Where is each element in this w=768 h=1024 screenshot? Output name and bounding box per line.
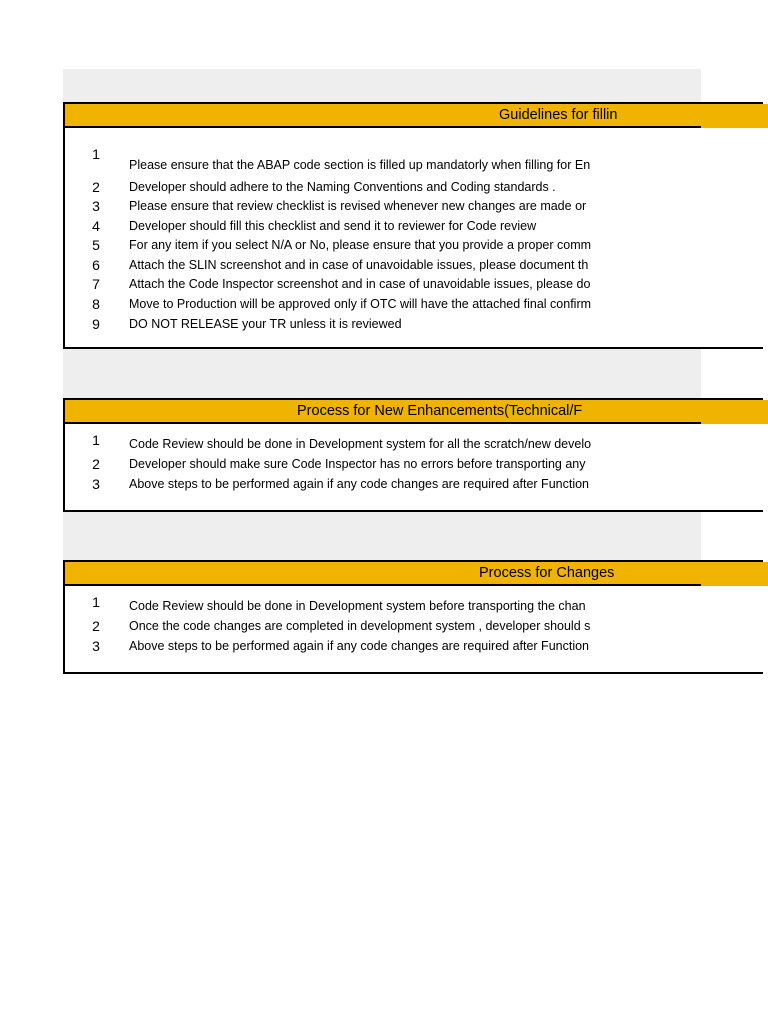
item-text: Code Review should be done in Development system for all the scratch/new develo [129, 437, 592, 451]
item-text: Above steps to be performed again if any code changes are required after Function [129, 639, 590, 653]
guidelines-section [63, 102, 763, 349]
item-text: Developer should make sure Code Inspector has no errors before transporting any [129, 457, 586, 471]
item-text: Attach the SLIN screenshot and in case of unavoidable issues, please document th [129, 258, 589, 272]
item-text: DO NOT RELEASE your TR unless it is reviewed [129, 317, 402, 331]
header-extension [701, 562, 768, 586]
list-item [65, 218, 765, 236]
item-number: 1 [92, 146, 100, 162]
item-text: Developer should fill this checklist and send it to reviewer for Code review [129, 219, 537, 233]
new-enhancements-title: Process for New Enhancements(Technical/F [297, 403, 583, 419]
header-extension [701, 104, 768, 128]
list-item [65, 237, 765, 255]
item-text: Developer should adhere to the Naming Conventions and Coding standards . [129, 180, 556, 194]
item-text: Attach the Code Inspector screenshot and in case of unavoidable issues, please do [129, 277, 591, 291]
list-item [65, 179, 765, 197]
item-text: Move to Production will be approved only if OTC will have the attached final confirm [129, 297, 592, 311]
list-item [65, 432, 765, 450]
list-item [65, 638, 765, 656]
list-item [65, 476, 765, 494]
item-number: 3 [92, 638, 100, 654]
item-number: 8 [92, 296, 100, 312]
item-number: 3 [92, 476, 100, 492]
list-item [65, 276, 765, 294]
item-number: 7 [92, 276, 100, 292]
item-number: 1 [92, 432, 100, 448]
item-number: 2 [92, 179, 100, 195]
new-enhancements-header [65, 400, 763, 424]
item-text: Please ensure that review checklist is revised whenever new changes are made or [129, 199, 587, 213]
item-number: 1 [92, 594, 100, 610]
item-text: Once the code changes are completed in development system , developer should s [129, 619, 591, 633]
list-item [65, 257, 765, 275]
guidelines-header [65, 104, 763, 128]
list-item [65, 618, 765, 636]
list-item [65, 198, 765, 216]
changes-section [63, 560, 763, 674]
item-number: 2 [92, 618, 100, 634]
item-number: 2 [92, 456, 100, 472]
list-item [65, 456, 765, 474]
item-number: 5 [92, 237, 100, 253]
new-enhancements-section [63, 398, 763, 512]
item-number: 6 [92, 257, 100, 273]
item-text: Please ensure that the ABAP code section is filled up mandatorly when filling for En [129, 158, 591, 172]
list-item [65, 316, 765, 334]
item-number: 3 [92, 198, 100, 214]
header-extension [701, 400, 768, 424]
guidelines-title: Guidelines for fillin [499, 107, 618, 123]
item-number: 4 [92, 218, 100, 234]
item-number: 9 [92, 316, 100, 332]
list-item [65, 594, 765, 612]
item-text: Code Review should be done in Development system before transporting the chan [129, 599, 586, 613]
changes-header [65, 562, 763, 586]
list-item [65, 146, 765, 172]
item-text: Above steps to be performed again if any code changes are required after Function [129, 477, 590, 491]
item-text: For any item if you select N/A or No, please ensure that you provide a proper comm [129, 238, 592, 252]
changes-title: Process for Changes [479, 565, 615, 581]
list-item [65, 296, 765, 314]
